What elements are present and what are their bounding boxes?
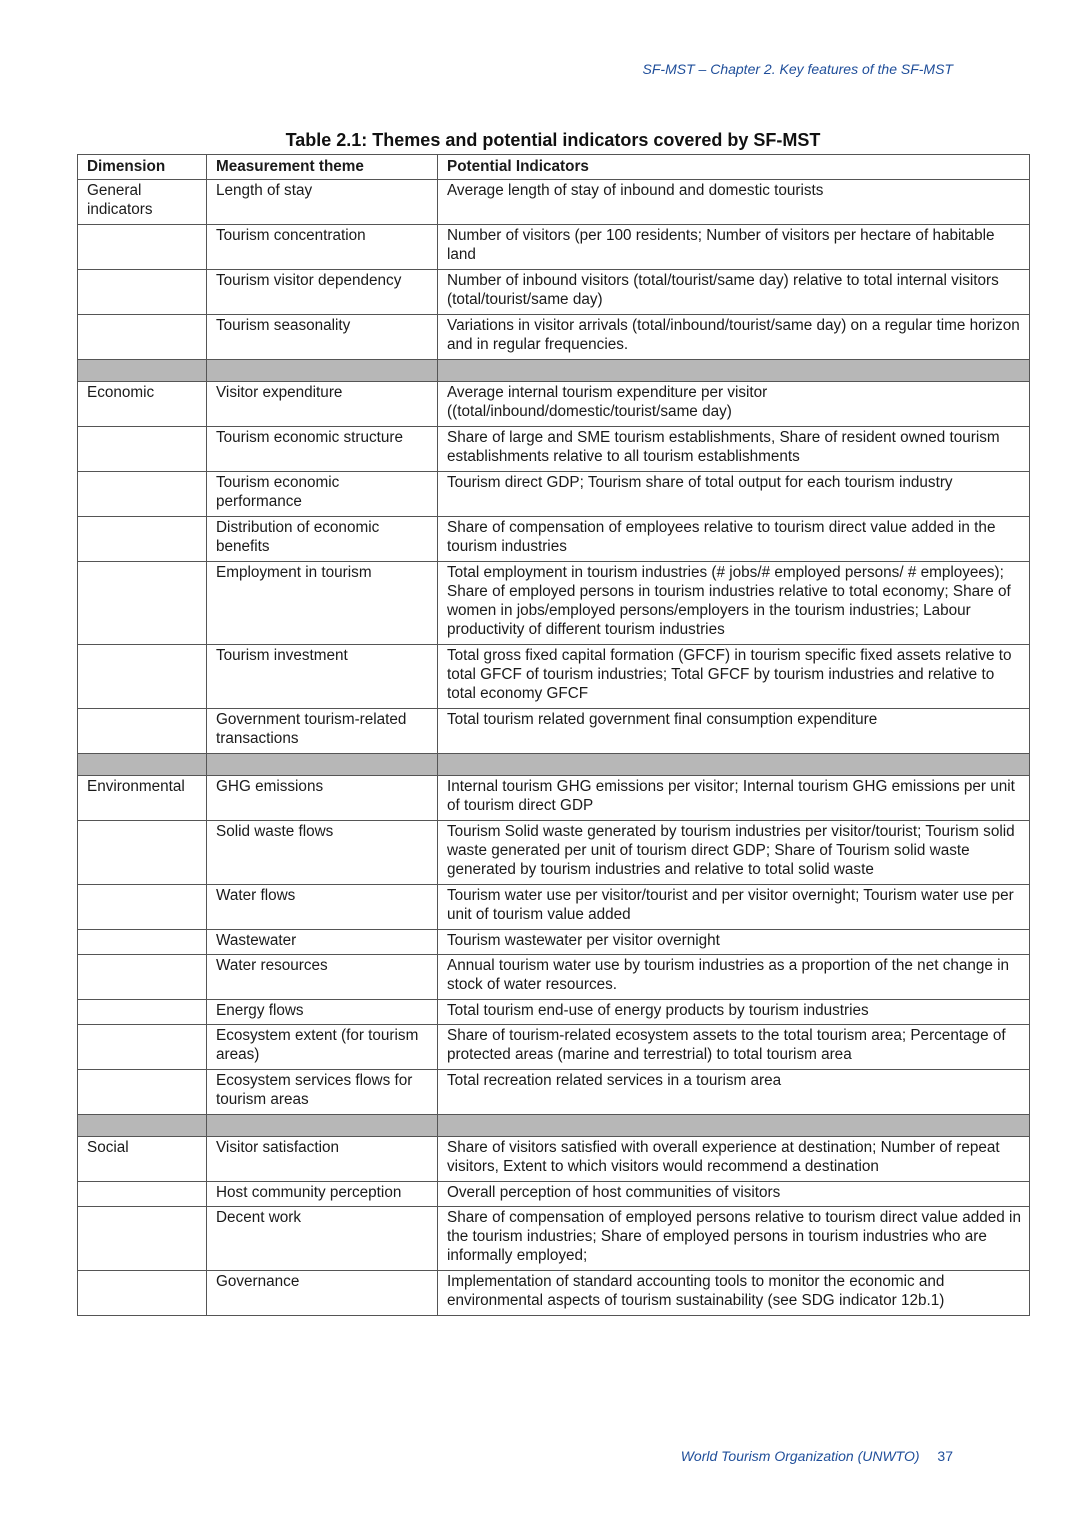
indicators-cell: Average internal tourism expenditure per visitor ((total/inbound/domestic/tourist/same day) <box>438 382 1030 427</box>
theme-cell: Decent work <box>207 1207 438 1271</box>
table-row <box>78 645 1030 709</box>
dimension-cell <box>78 709 207 754</box>
table-caption: Table 2.1: Themes and potential indicators covered by SF-MST <box>285 130 821 150</box>
running-footer <box>0 1448 953 1464</box>
section-separator-row <box>78 360 1030 382</box>
section-separator-row <box>78 1115 1030 1137</box>
indicators-cell: Number of inbound visitors (total/tourist/same day) relative to total internal visitors (total/tourist/same day) <box>438 270 1030 315</box>
theme-cell: Visitor expenditure <box>207 382 438 427</box>
dimension-cell <box>78 225 207 270</box>
theme-cell: Visitor satisfaction <box>207 1137 438 1182</box>
table-row <box>78 955 1030 1000</box>
theme-cell: Tourism concentration <box>207 225 438 270</box>
table-row <box>78 1070 1030 1115</box>
dimension-cell <box>78 955 207 1000</box>
indicators-cell: Total recreation related services in a tourism area <box>438 1070 1030 1115</box>
table-header-row <box>78 155 1030 180</box>
theme-cell: Employment in tourism <box>207 562 438 645</box>
dimension-cell <box>78 1070 207 1115</box>
indicators-cell: Tourism water use per visitor/tourist and per visitor overnight; Tourism water use per unit of tourism value added <box>438 885 1030 930</box>
table-row <box>78 517 1030 562</box>
indicators-cell: Share of compensation of employed persons relative to tourism direct value added in the tourism industries; Share of employed persons in tourism industries who are informally employed; <box>438 1207 1030 1271</box>
indicators-cell: Share of compensation of employees relative to tourism direct value added in the tourism industries <box>438 517 1030 562</box>
table-row <box>78 315 1030 360</box>
indicators-cell: Implementation of standard accounting tools to monitor the economic and environmental aspects of tourism sustainability (see SDG indicator 12b.1) <box>438 1271 1030 1316</box>
theme-cell: Length of stay <box>207 180 438 225</box>
theme-cell: Tourism economic structure <box>207 427 438 472</box>
dimension-cell <box>78 885 207 930</box>
theme-cell: Solid waste flows <box>207 821 438 885</box>
dimension-cell <box>78 472 207 517</box>
table-row <box>78 472 1030 517</box>
theme-cell: Government tourism-related transactions <box>207 709 438 754</box>
indicators-cell: Annual tourism water use by tourism industries as a proportion of the net change in stock of water resources. <box>438 955 1030 1000</box>
separator-cell <box>78 1115 207 1137</box>
separator-cell <box>438 754 1030 776</box>
table-row <box>78 1182 1030 1207</box>
theme-cell: Distribution of economic benefits <box>207 517 438 562</box>
table-row <box>78 180 1030 225</box>
indicators-cell: Number of visitors (per 100 residents; Number of visitors per hectare of habitable land <box>438 225 1030 270</box>
indicators-cell: Tourism direct GDP; Tourism share of total output for each tourism industry <box>438 472 1030 517</box>
theme-cell: Wastewater <box>207 930 438 955</box>
separator-cell <box>207 754 438 776</box>
table-row <box>78 1137 1030 1182</box>
indicators-cell: Share of tourism-related ecosystem assets to the total tourism area; Percentage of protected areas (marine and terrestrial) to total tourism area <box>438 1025 1030 1070</box>
indicators-cell: Tourism Solid waste generated by tourism industries per visitor/tourist; Tourism solid waste generated per unit of tourism direct GDP; Share of Tourism solid waste generated by tourism industries and relative to total solid waste <box>438 821 1030 885</box>
table-body <box>78 180 1030 1316</box>
dimension-cell <box>78 427 207 472</box>
table-row <box>78 225 1030 270</box>
dimension-cell <box>78 821 207 885</box>
table-row <box>78 270 1030 315</box>
theme-cell: Tourism investment <box>207 645 438 709</box>
indicators-cell: Total tourism end-use of energy products by tourism industries <box>438 1000 1030 1025</box>
indicators-table <box>77 154 1030 1316</box>
indicators-cell: Variations in visitor arrivals (total/inbound/tourist/same day) on a regular time horizon and in regular frequencies. <box>438 315 1030 360</box>
separator-cell <box>78 360 207 382</box>
separator-cell <box>438 1115 1030 1137</box>
running-header: SF-MST – Chapter 2. Key features of the SF-MST <box>642 61 953 77</box>
column-header-indicators: Potential Indicators <box>438 155 1030 180</box>
table-row <box>78 885 1030 930</box>
theme-cell: Ecosystem extent (for tourism areas) <box>207 1025 438 1070</box>
dimension-cell <box>78 1025 207 1070</box>
indicators-cell: Average length of stay of inbound and domestic tourists <box>438 180 1030 225</box>
dimension-cell: Economic <box>78 382 207 427</box>
table-row <box>78 1207 1030 1271</box>
theme-cell: Tourism economic performance <box>207 472 438 517</box>
table-row <box>78 1025 1030 1070</box>
table-row <box>78 1000 1030 1025</box>
theme-cell: Water flows <box>207 885 438 930</box>
table-row <box>78 821 1030 885</box>
dimension-cell <box>78 930 207 955</box>
footer-organization: World Tourism Organization (UNWTO) <box>680 1448 920 1464</box>
theme-cell: Tourism seasonality <box>207 315 438 360</box>
dimension-cell: Social <box>78 1137 207 1182</box>
separator-cell <box>207 360 438 382</box>
table-row <box>78 1271 1030 1316</box>
dimension-cell <box>78 270 207 315</box>
theme-cell: GHG emissions <box>207 776 438 821</box>
indicators-cell: Total gross fixed capital formation (GFCF) in tourism specific fixed assets relative to total GFCF of tourism industries; Total GFCF by tourism industries and relative to total economy GFCF <box>438 645 1030 709</box>
separator-cell <box>438 360 1030 382</box>
separator-cell <box>207 1115 438 1137</box>
theme-cell: Tourism visitor dependency <box>207 270 438 315</box>
indicators-cell: Share of large and SME tourism establishments, Share of resident owned tourism establishments relative to all tourism establishments <box>438 427 1030 472</box>
dimension-cell <box>78 1000 207 1025</box>
dimension-cell <box>78 517 207 562</box>
page-number: 37 <box>937 1448 953 1464</box>
indicators-cell: Overall perception of host communities of visitors <box>438 1182 1030 1207</box>
theme-cell: Ecosystem services flows for tourism areas <box>207 1070 438 1115</box>
table-row <box>78 562 1030 645</box>
column-header-dimension: Dimension <box>78 155 207 180</box>
dimension-cell: General indicators <box>78 180 207 225</box>
indicators-cell: Share of visitors satisfied with overall experience at destination; Number of repeat visitors, Extent to which visitors would recommend a destination <box>438 1137 1030 1182</box>
dimension-cell <box>78 1207 207 1271</box>
dimension-cell <box>78 645 207 709</box>
indicators-cell: Total tourism related government final consumption expenditure <box>438 709 1030 754</box>
theme-cell: Water resources <box>207 955 438 1000</box>
table-row <box>78 776 1030 821</box>
separator-cell <box>78 754 207 776</box>
table-row <box>78 930 1030 955</box>
dimension-cell: Environmental <box>78 776 207 821</box>
theme-cell: Host community perception <box>207 1182 438 1207</box>
indicators-cell: Total employment in tourism industries (# jobs/# employed persons/ # employees); Share of employed persons in tourism industries relative to total economy; Share of women in jobs/employed persons/employers in the tourism industries; Labour productivity of different tourism industries <box>438 562 1030 645</box>
theme-cell: Governance <box>207 1271 438 1316</box>
dimension-cell <box>78 562 207 645</box>
section-separator-row <box>78 754 1030 776</box>
indicators-cell: Tourism wastewater per visitor overnight <box>438 930 1030 955</box>
column-header-theme: Measurement theme <box>207 155 438 180</box>
table-row <box>78 427 1030 472</box>
dimension-cell <box>78 1271 207 1316</box>
indicators-cell: Internal tourism GHG emissions per visitor; Internal tourism GHG emissions per unit of tourism direct GDP <box>438 776 1030 821</box>
table-row <box>78 709 1030 754</box>
theme-cell: Energy flows <box>207 1000 438 1025</box>
dimension-cell <box>78 315 207 360</box>
table-row <box>78 382 1030 427</box>
dimension-cell <box>78 1182 207 1207</box>
